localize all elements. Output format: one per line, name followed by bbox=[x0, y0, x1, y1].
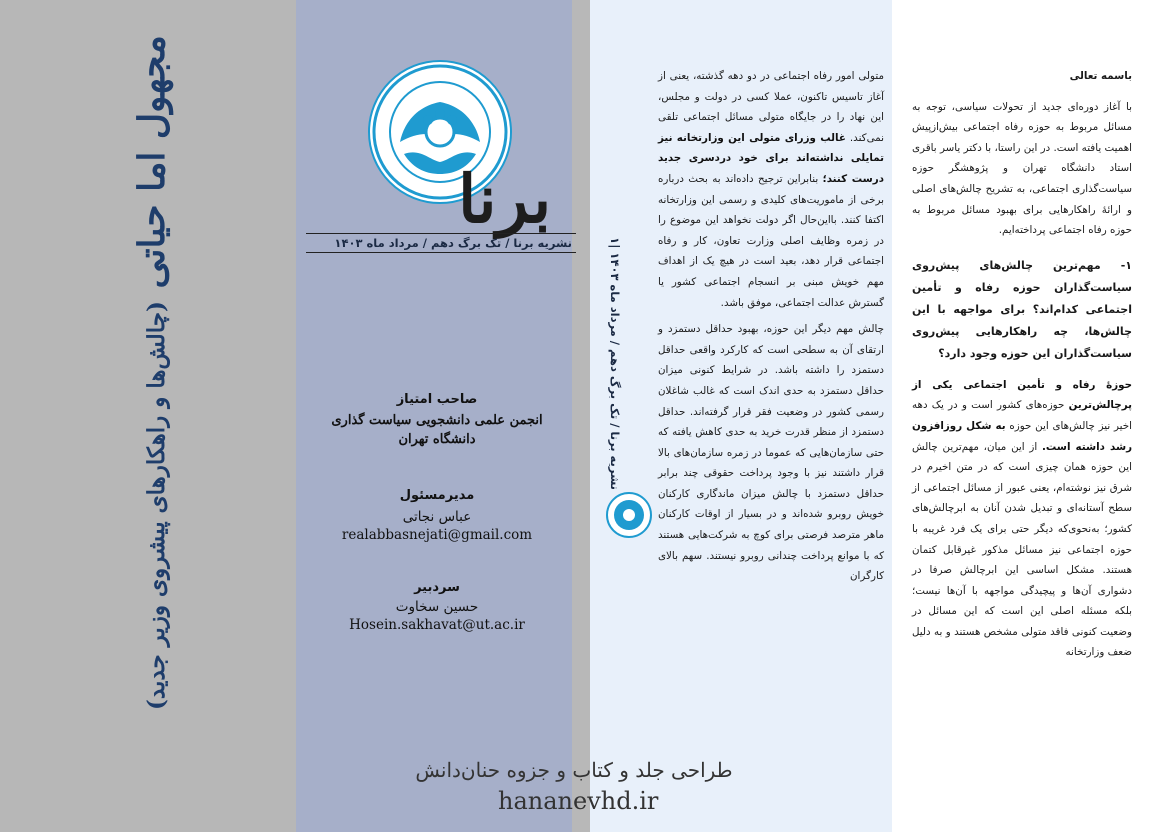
manager-email: realabbasnejati@gmail.com bbox=[341, 527, 533, 543]
watermark-url: hananevhd.ir bbox=[498, 787, 659, 815]
middle-paragraph-1 bbox=[658, 66, 884, 313]
answer-bold-1: حوزهٔ رفاه و تأمین اجتماعی یکی از پرچالش‌ترین bbox=[912, 378, 1132, 412]
answer-mid-1: حوزه‌های کشور است و در یک دهه اخیر نیز چالش‌های این حوزه bbox=[912, 399, 1132, 432]
editor-name: حسین سخاوت bbox=[395, 599, 479, 615]
credits-editor bbox=[306, 580, 568, 633]
credits-owner bbox=[306, 392, 568, 447]
cover-vertical-title bbox=[131, 35, 173, 710]
title-main: مجهول اما حیاتی bbox=[131, 35, 173, 289]
article-right-column bbox=[912, 66, 1132, 669]
middle-paragraph-2: چالش مهم دیگر این حوزه، بهبود حداقل دستمزد و ارتقای آن به سطحی است که کارکرد واقعی حداقل دستمزد را داشته باشد. در شرایط کنونی میزان حداقل دستمزد به حدی اندک است که غالب شاغلان رسمی کشور در وضعیت فقر قرار گرفته‌اند. حداقل دستمزد از منظر قدرت خرید به حدی کاهش یافته که حتی سازمان‌هایی که عموما در زمره سازمان‌های بالا قرار داشتند نیز با وجود پرداخت حقوقی چند برابر حداقل دستمزد با چالش میزان ماندگاری کارکنان خویش روبرو شده‌اند و در بسیار از اوقات کارکنان ماهر مترصد فرصتی برای کوچ به شرکت‌هایی هستند که با موانع پرداخت چندانی روبرو نیستند. سهم بالای کارگران bbox=[658, 323, 884, 583]
owner-heading: صاحب امتیاز bbox=[396, 392, 478, 407]
editor-heading: سردبیر bbox=[414, 580, 460, 595]
cover-masthead: نشریه برنا / تک برگ دهم / مرداد ماه ۱۴۰۳ bbox=[306, 233, 576, 253]
article-middle-column bbox=[658, 66, 884, 593]
spine-masthead: نشریه برنا / تک برگ دهم / مرداد ماه ۱۴۰۳ |۱ bbox=[608, 237, 622, 490]
intro-paragraph: با آغاز دوره‌ای جدید از تحولات سیاسی، توجه به مسائل مربوط به حوزه رفاه اجتماعی بیش‌ازپیش اهمیت یافته است. در این راستا، با دکتر یاسر باقری استاد دانشگاه تهران و پژوهشگر حوزه سیاست‌گذاری اجتماعی، به تشریح چالش‌های اصلی و ارائهٔ راهکارهایی برای بهبود مسائل مربوط به حوزه رفاه اجتماعی پرداخته‌ایم. bbox=[912, 100, 1132, 237]
owner-line2: دانشگاه تهران bbox=[398, 432, 476, 447]
answer-rest: از این میان، مهم‌ترین چالش این حوزه همان چیزی است که در متن اخیرم در شرق نیز نوشته‌ام، یعنی عبور از مسائل اجتماعی از سطح آستانه‌ای و تبدیل شدن آنان به ابرچالش‌های کشور؛ به‌نحوی‌که دیگر حتی برای یک فرد غریبه با حوزه اجتماعی نیز مسائل مذکور غیرقابل کتمان هستند. مشکل اساسی این ابرچالش صرفا در دشواری آن‌ها و پیچیدگی مواجهه با آن‌ها نیست؛ بلکه مسئله اصلی این است که این مسائل در وضعیت کنونی فاقد متولی مشخص هستند و به دلیل ضعف وزارتخانه bbox=[912, 440, 1132, 659]
credits-manager bbox=[306, 488, 568, 543]
editor-email: Hosein.sakhavat@ut.ac.ir bbox=[349, 617, 525, 633]
owner-line1: انجمن علمی دانشجویی سیاست گذاری bbox=[331, 413, 543, 428]
fold-divider bbox=[572, 0, 590, 832]
salutation: باسمه تعالی bbox=[1069, 70, 1132, 82]
title-subtitle: (چالش‌ها و راهکارهای پیشروی وزیر جدید) bbox=[143, 301, 170, 710]
spine-logo-graphic bbox=[608, 494, 650, 536]
watermark-text: طراحی جلد و کتاب و جزوه حنان‌دانش bbox=[415, 758, 733, 782]
interview-question-1: ۱- مهم‌ترین چالش‌های پیش‌روی سیاست‌گذاران حوزه رفاه و تأمین اجتماعی کدام‌اند؟ برای مواجهه با این چالش‌ها، چه راهکارهایی پیش‌روی سیاست‌گذاران این حوزه وجود دارد؟ bbox=[912, 258, 1132, 360]
brand-wordmark: برنا bbox=[458, 160, 552, 238]
answer-bold-2: به شکل روزافزون رشد داشته است. bbox=[912, 419, 1133, 453]
manager-name: عباس نجاتی bbox=[402, 509, 472, 525]
middle-p1-start: متولی امور رفاه اجتماعی در دو دهه گذشته، یعنی از آغاز تاسیس تاکنون، عملا کسی در دولت و مجلس، این نهاد را در جایگاه متولی مسائل اجتماعی تلقی نمی‌کند. bbox=[658, 70, 884, 144]
middle-p1-bold: غالب وزرای متولی این وزارتخانه نیز تمایلی نداشته‌اند برای خود دردسری جدید درست کنند؛ bbox=[658, 131, 884, 185]
manager-heading: مدیرمسئول bbox=[399, 488, 475, 503]
spine-logo-icon bbox=[606, 492, 652, 538]
answer-paragraph-1 bbox=[912, 375, 1132, 663]
middle-p1-end: بنابراین ترجیح داده‌اند به بحث درباره برخی از ماموریت‌های کلیدی و رسمی این وزارتخانه اکتفا کنند. بااین‌حال اگر دولت نخواهد این موضوع را در زمره وظایف اصلی وزارت تعاون، کار و رفاه اجتماعی قرار دهد، بعید است در هیچ یک از اهداف مهم خویش مبنی بر انسجام اجتماعی کشور یا گسترش عدالت اجتماعی، موفق باشد. bbox=[658, 172, 884, 309]
